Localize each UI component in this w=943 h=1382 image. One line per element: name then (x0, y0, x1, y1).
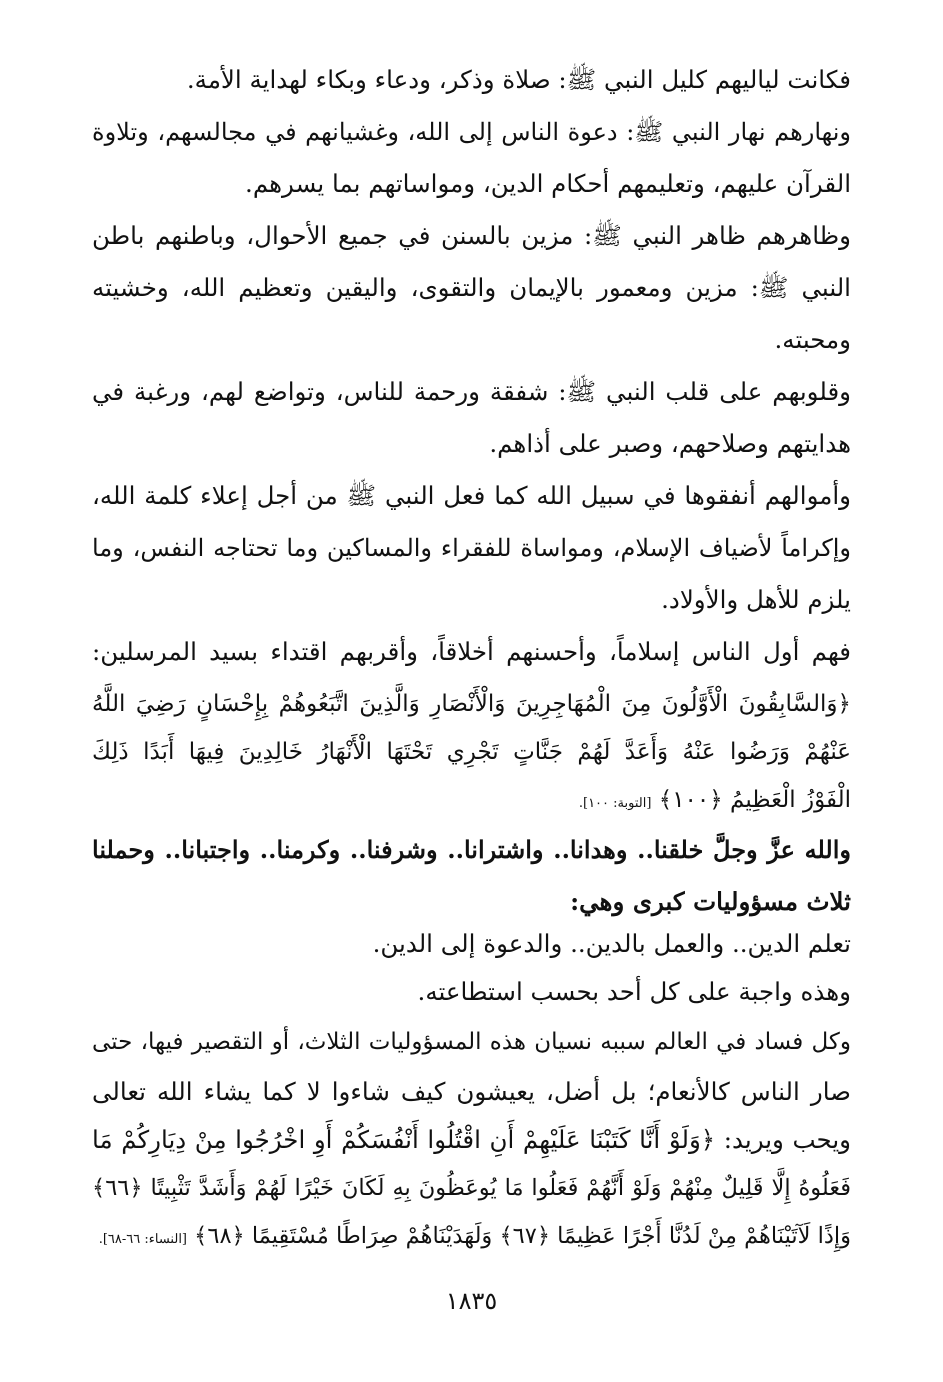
paragraph-line: فهم أول الناس إسلاماً، وأحسنهم أخلاقاً، وأقربهم اقتداء بسيد المرسلين: (92, 637, 851, 666)
paragraph-line: فكانت لياليهم كليل النبي ﷺ: صلاة وذكر، ودعاء وبكاء لهداية الأمة. (186, 65, 851, 94)
verse-reference: [النساء: ٦٦-٦٨]. (98, 1232, 188, 1247)
paragraph-line: صار الناس كالأنعام؛ بل أضل، يعيشون كيف شاءوا لا كما يشاء الله تعالى (92, 1077, 851, 1106)
verse-text: الْفَوْزُ الْعَظِيمُ ﴿١٠٠﴾ (658, 787, 851, 813)
quran-verse-line: فَعَلُوهُ إِلَّا قَلِيلٌ مِنْهُمْ وَلَوْ أَنَّهُمْ فَعَلُوا مَا يُوعَظُونَ بِهِ لَكَانَ خَيْرًا لَهُمْ وَأَشَدَّ تَثْبِيتًا ﴿٦٦﴾ (92, 1175, 851, 1201)
paragraph-line: ومحبته. (774, 325, 851, 354)
verse-text: وَإِذًا لَآتَيْنَاهُمْ مِنْ لَدُنَّا أَجْرًا عَظِيمًا ﴿٦٧﴾ وَلَهَدَيْنَاهُمْ صِرَاطًا مُسْتَقِيمًا ﴿٦٨﴾ (194, 1223, 851, 1249)
paragraph-line: ويحب ويريد: ﴿وَلَوْ أَنَّا كَتَبْنَا عَلَيْهِمْ أَنِ اقْتُلُوا أَنْفُسَكُمْ أَوِ اخْرُجُوا مِنْ دِيَارِكُمْ مَا (92, 1125, 851, 1154)
paragraph-line: ونهارهم نهار النبي ﷺ: دعوة الناس إلى الله، وغشيانهم في مجالسهم، وتلاوة (92, 118, 851, 146)
paragraph-line: النبي ﷺ: مزين ومعمور بالإيمان والتقوى، واليقين وتعظيم الله، وخشيته (92, 273, 851, 302)
paragraph-line: وكل فساد في العالم سببه نسيان هذه المسؤوليات الثلاث، أو التقصير فيها، حتى (92, 1029, 851, 1055)
paragraph-line: القرآن عليهم، وتعليمهم أحكام الدين، ومواساتهم بما يسرهم. (245, 169, 851, 198)
paragraph-line: وظاهرهم ظاهر النبي ﷺ: مزين بالسنن في جميع الأحوال، وباطنهم باطن (92, 221, 851, 250)
paragraph-line: وهذه واجبة على كل أحد بحسب استطاعته. (417, 977, 851, 1006)
quran-verse-line: عَنْهُمْ وَرَضُوا عَنْهُ وَأَعَدَّ لَهُمْ جَنَّاتٍ تَجْرِي تَحْتَهَا الْأَنْهَارُ خَالِدِينَ فِيهَا أَبَدًا ذَلِكَ (92, 739, 851, 765)
bold-paragraph-line: والله عزَّ وجلَّ خلقنا.. وهدانا.. واشترانا.. وشرفنا.. وكرمنا.. واجتبانا.. وحملنا (92, 835, 851, 864)
paragraph-line: تعلم الدين.. والعمل بالدين.. والدعوة إلى الدين. (372, 929, 851, 958)
quran-verse-line (92, 774, 851, 826)
paragraph-line: يلزم للأهل والأولاد. (661, 585, 851, 614)
page-number: ١٨٣٥ (445, 1287, 498, 1315)
paragraph-line: هدايتهم وصلاحهم، وصبر على أذاهم. (489, 429, 851, 458)
paragraph-line: وقلوبهم على قلب النبي ﷺ: شفقة ورحمة للناس، وتواضع لهم، ورغبة في (92, 377, 851, 406)
paragraph-line: وأموالهم أنفقوها في سبيل الله كما فعل النبي ﷺ من أجل إعلاء كلمة الله، (92, 481, 851, 510)
verse-reference: [التوبة: ١٠٠]. (578, 796, 652, 811)
quran-verse-line: ﴿وَالسَّابِقُونَ الْأَوَّلُونَ مِنَ الْمُهَاجِرِينَ وَالْأَنْصَارِ وَالَّذِينَ اتَّبَعُوهُمْ بِإِحْسَانٍ رَضِيَ اللَّهُ (92, 691, 851, 717)
paragraph-line: وإكراماً لأضياف الإسلام، ومواساة للفقراء والمساكين وما تحتاجه النفس، وما (92, 534, 851, 562)
bold-paragraph-line: ثلاث مسؤوليات كبرى وهي: (570, 887, 851, 916)
quran-verse-line (92, 1210, 851, 1262)
